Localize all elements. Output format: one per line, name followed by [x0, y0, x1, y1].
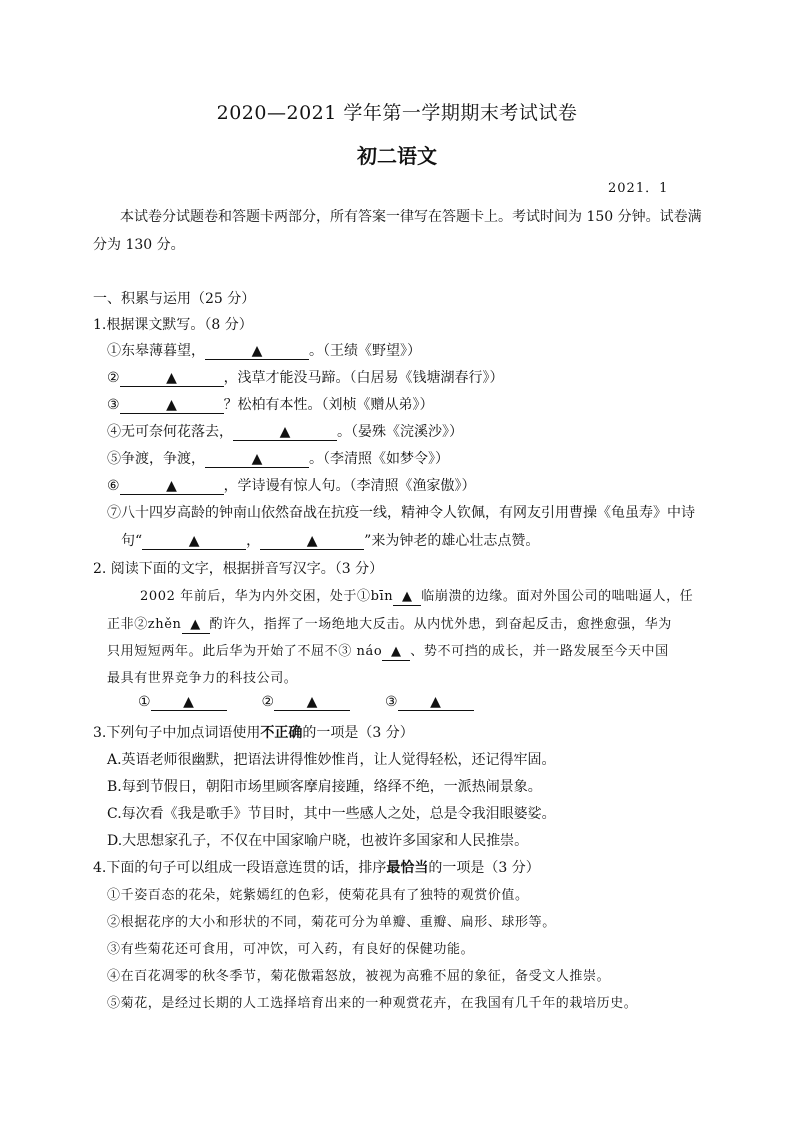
q2-passage-1a: 2002 年前后，华为内外交困，处于①bīn — [140, 589, 394, 604]
answer-marker: ▲ — [166, 478, 177, 494]
q4-stem-emphasis: 最恰当 — [386, 860, 429, 876]
answer-blank — [120, 479, 224, 495]
q1-item-4-pre: ④无可奈何花落去， — [107, 424, 233, 440]
q1-item-7-mid: ， — [246, 533, 261, 549]
q1-item-7-line-1: ⑦八十四岁高龄的钟南山依然奋战在抗疫一线，精神令人钦佩，有网友引用曹操《龟虽寿》中诗 — [107, 505, 695, 521]
q3-option-b: B.每到节假日，朝阳市场里顾客摩肩接踵，络绎不绝，一派热闹景象。 — [107, 779, 542, 795]
q1-item-1-post: 。（王绩《野望》） — [309, 343, 421, 359]
answer-blank — [393, 590, 421, 606]
q1-item-3 — [107, 394, 434, 414]
section-heading: 一、积累与运用（25 分） — [93, 291, 256, 307]
q2-answer-3-label: ③ — [384, 694, 398, 710]
answer-blank — [205, 344, 309, 360]
answer-blank — [120, 371, 224, 387]
answer-blank — [142, 534, 246, 550]
q2-answer-2-label: ② — [261, 694, 275, 710]
answer-marker: ▲ — [166, 370, 177, 386]
q4-sentence-2: ②根据花序的大小和形状的不同，菊花可分为单瓣、重瓣、扁形、球形等。 — [107, 915, 556, 930]
q1-item-1-pre: ①东皋薄暮望， — [107, 343, 205, 359]
q2-passage-3a: 只用短短两年。此后华为开始了不屈不③ náo — [107, 644, 383, 659]
q3-stem-b: 的一项是（3 分） — [302, 725, 414, 741]
answer-marker: ▲ — [166, 397, 177, 413]
q2-passage-1b: 临崩溃的边缘。面对外国公司的咄咄逼人，任 — [421, 589, 694, 604]
q2-passage-2a: 正非②zhěn — [107, 617, 182, 632]
q3-option-d: D.大思想家孔子，不仅在中国家喻户晓，也被许多国家和人民推崇。 — [107, 833, 529, 849]
answer-blank — [382, 645, 410, 661]
answer-blank — [274, 695, 350, 711]
q4-stem — [93, 857, 540, 877]
answer-blank — [260, 534, 364, 550]
q1-item-2-pre: ② — [107, 370, 120, 386]
answer-marker: ▲ — [390, 644, 402, 659]
q4-sentence-1: ①千姿百态的花朵，姹紫嫣红的色彩，使菊花具有了独特的观赏价值。 — [107, 888, 529, 903]
q1-item-7-line-2 — [121, 530, 539, 550]
q3-stem-a: 3.下列句子中加点词语使用 — [93, 725, 261, 741]
q1-item-7-post: ”来为钟老的雄心壮志点赞。 — [364, 533, 540, 549]
answer-marker: ▲ — [188, 533, 200, 549]
q2-passage-3b: 、势不可挡的成长，并一路发展至今天中国 — [410, 644, 669, 659]
page-subtitle: 初二语文 — [357, 144, 437, 168]
q1-item-6-pre: ⑥ — [107, 478, 120, 494]
page-title: 2020—2021 学年第一学期期末考试试卷 — [216, 102, 578, 124]
q1-item-3-post: ？松柏有本性。（刘桢《赠从弟》） — [223, 397, 434, 413]
answer-marker: ▲ — [306, 533, 318, 549]
q1-item-3-pre: ③ — [107, 397, 120, 413]
q1-item-5 — [107, 448, 449, 468]
q1-item-5-pre: ⑤争渡，争渡， — [107, 451, 205, 467]
q4-sentence-4: ④在百花凋零的秋冬季节，菊花傲霜怒放，被视为高雅不屈的象征，备受文人推崇。 — [107, 969, 611, 984]
q3-option-a: A.英语老师很幽默，把语法讲得惟妙惟肖，让人觉得轻松，还记得牢固。 — [107, 752, 556, 768]
q1-item-7-pre: 句“ — [121, 533, 143, 549]
q1-item-2 — [107, 367, 504, 387]
answer-blank — [151, 695, 227, 711]
q1-stem: 1.根据课文默写。（8 分） — [93, 317, 253, 333]
answer-marker: ▲ — [251, 343, 263, 359]
answer-blank — [120, 398, 224, 414]
q3-option-c: C.每次看《我是歌手》节目时，其中一些感人之处，总是令我泪眼婆娑。 — [107, 806, 556, 822]
q4-stem-b: 的一项是（3 分） — [428, 860, 540, 876]
answer-marker: ▲ — [306, 694, 318, 710]
q2-stem: 2. 阅读下面的文字，根据拼音写汉字。（3 分） — [93, 561, 384, 577]
q1-item-2-post: ，浅草才能没马蹄。（白居易《钱塘湖春行》） — [223, 370, 504, 386]
answer-marker: ▲ — [251, 451, 263, 467]
intro-line-1: 本试卷分试题卷和答题卡两部分，所有答案一律写在答题卡上。考试时间为 150 分钟。试卷满 — [120, 209, 702, 225]
q1-item-4 — [107, 421, 463, 441]
q3-stem — [93, 722, 414, 742]
answer-blank — [182, 618, 210, 634]
q1-item-6-post: ，学诗谩有惊人句。（李清照《渔家傲》） — [223, 478, 476, 494]
answer-marker: ▲ — [190, 617, 201, 632]
answer-marker: ▲ — [183, 694, 194, 710]
q2-passage-line-4: 最具有世界竞争力的科技公司。 — [107, 671, 298, 686]
q1-item-1 — [107, 340, 421, 360]
answer-blank — [398, 695, 474, 711]
q4-sentence-3: ③有些菊花还可食用，可冲饮，可入药，有良好的保健功能。 — [107, 942, 475, 957]
q2-answer-row — [138, 694, 474, 711]
q4-stem-a: 4.下面的句子可以组成一段语意连贯的话，排序 — [93, 860, 387, 876]
exam-date: 2021．1 — [608, 181, 669, 196]
q2-passage-line-3 — [107, 640, 669, 661]
q1-item-5-post: 。（李清照《如梦令》） — [309, 451, 449, 467]
intro-line-2: 分为 130 分。 — [93, 237, 185, 253]
q4-sentence-5: ⑤菊花，是经过长期的人工选择培育出来的一种观赏花卉，在我国有几千年的栽培历史。 — [107, 996, 638, 1011]
q2-passage-line-2 — [107, 613, 672, 634]
q3-stem-emphasis: 不正确 — [260, 725, 303, 741]
q2-answer-1-label: ① — [138, 694, 151, 710]
answer-blank — [205, 452, 309, 468]
q2-passage-2b: 酌许久，指挥了一场绝地大反击。从内忧外患，到奋起反击，愈挫愈强，华为 — [209, 617, 672, 632]
answer-marker: ▲ — [430, 694, 441, 710]
q1-item-6 — [107, 475, 476, 495]
q1-item-4-post: 。（晏殊《浣溪沙》） — [337, 424, 463, 440]
q2-passage-line-1 — [140, 585, 693, 606]
answer-marker: ▲ — [279, 424, 291, 440]
answer-blank — [233, 425, 337, 441]
answer-marker: ▲ — [401, 589, 413, 604]
